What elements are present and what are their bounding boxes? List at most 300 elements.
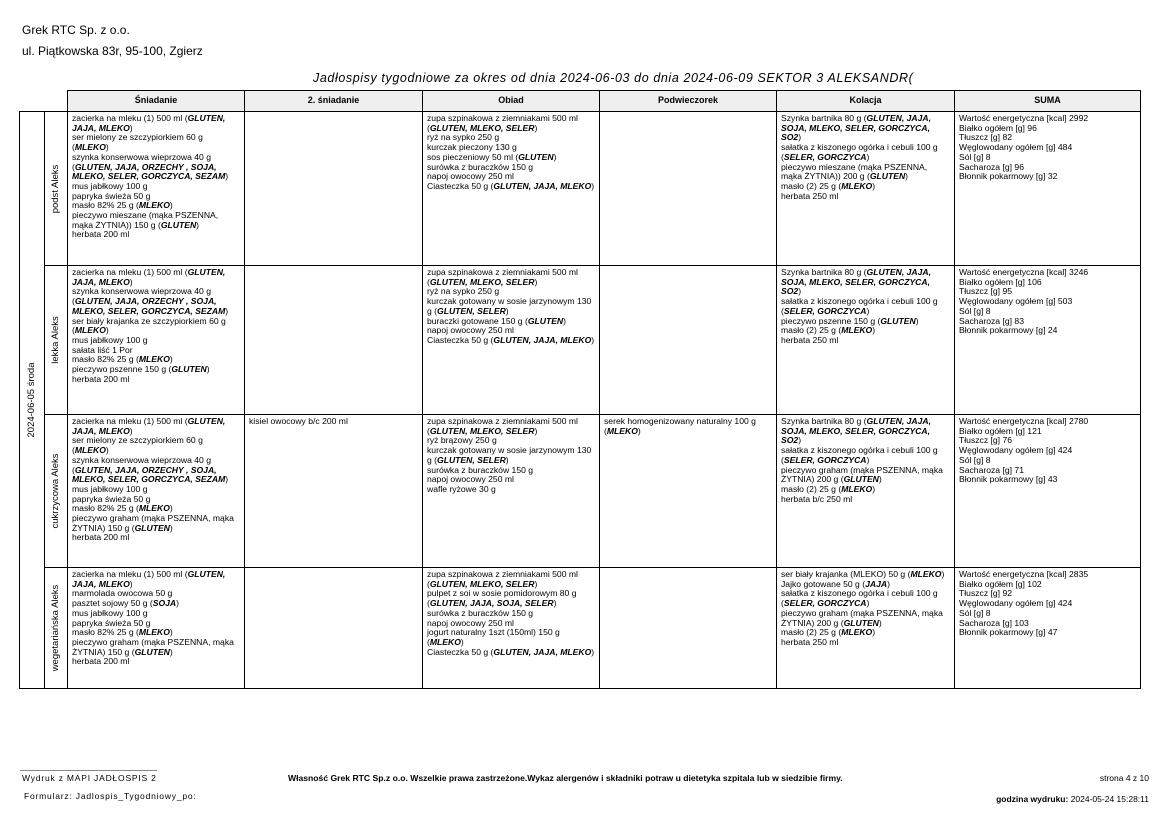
allergen-text: MLEKO	[138, 354, 170, 365]
meal-item-text: marmolada owocowa 50 g	[72, 588, 173, 599]
meal-item-text: napoj owocowy 250 ml	[427, 325, 514, 336]
meal-item-text: sałata liść 1 Por	[72, 344, 133, 355]
nutrition-line: Białko ogółem [g] 102	[959, 578, 1042, 589]
meal-item-text: pieczywo graham (mąka PSZENNA, mąka ŻYTNIA) 150 g (	[72, 513, 234, 533]
meal-item	[604, 417, 772, 436]
meal-cell-podwieczorek	[600, 266, 777, 415]
meal-item	[781, 417, 950, 446]
meal-item	[427, 570, 595, 589]
allergen-text: MLEKO	[841, 180, 873, 191]
meal-item-text: )	[872, 483, 876, 494]
meal-item-text: jogurt naturalny 1szt (150ml) 150 g (	[427, 627, 560, 647]
column-header-drugie-sniadanie: 2. śniadanie	[245, 91, 423, 112]
allergen-text: GLUTEN	[134, 522, 170, 533]
meal-item-text: )	[534, 122, 538, 133]
diet-name: podst Aleks	[50, 164, 62, 213]
meal-item-text: pieczywo mieszane (mąka PSZENNA, mąka ŻYTNIA)) 200 g (	[781, 161, 928, 182]
nutrition-line: Tłuszcz [g] 82	[959, 132, 1013, 143]
meal-item-text: )	[878, 617, 882, 628]
meal-item	[781, 638, 950, 648]
meal-item-text: masło 82% 25 g (	[72, 503, 139, 514]
meal-item	[427, 446, 595, 465]
meal-item	[781, 609, 950, 628]
meal-item	[427, 297, 595, 316]
meal-cell-sniadanie	[68, 266, 245, 415]
meal-item	[72, 417, 240, 436]
meal-item-text: ser biały krajanka (MLEKO) 50 g (	[781, 569, 911, 579]
meal-item-text: zacierka na mleku (1) 500 ml (	[72, 267, 188, 277]
meal-item-text: ryż brązowy 250 g	[427, 435, 497, 446]
nutrition-line: Sacharoza [g] 83	[959, 315, 1024, 326]
meal-item-text: masło (2) 25 g (	[781, 627, 842, 638]
meal-item-text: herbata 200 ml	[72, 656, 130, 667]
allergen-text: MLEKO	[74, 445, 106, 456]
diet-name-cell	[45, 112, 68, 266]
meal-item-text: Ciasteczka 50 g (	[427, 646, 494, 657]
nutrition-line: Białko ogółem [g] 121	[959, 425, 1042, 436]
meal-item-text: zupa szpinakowa z ziemniakami 500 ml (	[427, 569, 578, 589]
meal-item-text: masło (2) 25 g (	[781, 483, 842, 494]
meal-item-text: pieczywo pszenne 150 g (	[72, 364, 172, 375]
meal-item-text: )	[591, 646, 595, 657]
meal-item-text: kurczak pieczony 130 g	[427, 142, 517, 153]
meal-item-text: )	[534, 425, 538, 436]
meal-item-text: pieczywo graham (mąka PSZENNA, mąka ŻYTNIA) 150 g (	[72, 636, 234, 657]
meal-cell-kolacja	[777, 415, 955, 568]
meal-cell-podwieczorek	[600, 568, 777, 689]
allergen-text: GLUTEN, SELER	[437, 305, 506, 316]
meal-item-text: )	[915, 315, 919, 326]
meal-item-text: surówka z buraczków 150 g	[427, 607, 534, 618]
meal-item-text: )	[591, 334, 595, 345]
allergen-text: GLUTEN, MLEKO, SELER	[429, 122, 535, 133]
meal-item-text: herbata 200 ml	[72, 373, 130, 384]
nutrition-line: Wartość energetyczna [kcal] 2992	[959, 113, 1089, 123]
meal-item	[72, 153, 240, 182]
nutrition-line: Wartość energetyczna [kcal] 2780	[959, 416, 1089, 426]
meal-item-text: ser biały krajanka ze szczypiorkiem 60 g (	[72, 315, 226, 336]
nutrition-line: Węglowodany ogółem [g] 484	[959, 142, 1073, 153]
meal-item-text: )	[941, 569, 945, 579]
meal-item-text: masło (2) 25 g (	[781, 180, 842, 191]
meal-item-text: Szynka bartnika 80 g (	[781, 267, 867, 277]
meal-item-text: )	[534, 578, 538, 589]
meal-item-text: )	[534, 276, 538, 287]
allergen-text: GLUTEN	[880, 315, 916, 326]
meal-item-text: sos pieczeniowy 50 ml (	[427, 151, 519, 162]
meal-item-text: sałatka z kiszonego ogórka i cebuli 100 g (	[781, 296, 938, 316]
summary-cell	[955, 568, 1141, 689]
meal-item	[781, 143, 950, 162]
nutrition-line: Węglowodany ogółem [g] 424	[959, 598, 1073, 609]
print-time-value: 2024-05-24 15:28:11	[1070, 794, 1149, 804]
allergen-text: MLEKO	[429, 636, 461, 647]
meal-item-text: ryż na sypko 250 g	[427, 286, 500, 297]
meal-item-text: zupa szpinakowa z ziemniakami 500 ml (	[427, 267, 578, 287]
allergen-text: GLUTEN, JAJA, SOJA, SELER	[429, 598, 554, 609]
allergen-text: SELER, GORCZYCA	[783, 454, 867, 465]
nutrition-line: Sól [g] 8	[959, 607, 991, 618]
meal-item-text: Szynka bartnika 80 g (	[781, 416, 867, 426]
meal-item-text: wafle ryżowe 30 g	[427, 483, 496, 494]
meal-item	[72, 657, 240, 667]
company-name: Grek RTC Sp. z o.o.	[22, 23, 130, 37]
nutrition-line: Wartość energetyczna [kcal] 2835	[959, 569, 1089, 579]
meal-item-text: buraczki gotowane 150 g (	[427, 315, 528, 326]
meal-item	[781, 268, 950, 297]
footer-divider	[20, 770, 157, 771]
meal-item-text: )	[169, 354, 173, 365]
meal-item-text: surówka z buraczków 150 g	[427, 161, 534, 172]
meal-item-text: zupa szpinakowa z ziemniakami 500 ml (	[427, 113, 578, 133]
meal-item	[72, 317, 240, 336]
column-header-kolacja: Kolacja	[777, 91, 955, 112]
meal-item	[72, 514, 240, 533]
meal-item-text: )	[872, 325, 876, 336]
meal-item-text: surówka z buraczków 150 g	[427, 464, 534, 475]
nutrition-line: Błonnik pokarmowy [g] 24	[959, 325, 1058, 336]
menu-table	[19, 90, 1141, 689]
form-name-label: Formularz: Jadlospis_Tygodniowy_po:	[24, 791, 197, 801]
meal-item-text: )	[225, 171, 229, 182]
meal-item	[72, 456, 240, 485]
meal-item-text: mus jabłkowy 100 g	[72, 483, 148, 494]
allergen-text: GLUTEN, JAJA, ORZECHY , SOJA, MLEKO, SELER, GORCZYCA, SEZAM	[72, 161, 226, 182]
nutrition-line: Sacharoza [g] 96	[959, 161, 1024, 172]
print-time-label: godzina wydruku:	[996, 794, 1069, 804]
meal-item-text: ser mielony ze szczypiorkiem 60 g (	[72, 435, 203, 456]
meal-item-text: )	[169, 522, 173, 533]
meal-item-text: zacierka na mleku (1) 500 ml (	[72, 569, 188, 579]
allergen-text: GLUTEN, JAJA, SOJA, MLEKO, SELER, GORCZYCA, SO2	[781, 416, 931, 446]
meal-item-text: sałatka z kiszonego ogórka i cebuli 100 g (	[781, 445, 938, 465]
meal-item	[249, 417, 418, 427]
nutrition-line: Węglowodany ogółem [g] 424	[959, 445, 1073, 456]
allergen-text: GLUTEN, JAJA, MLEKO	[493, 334, 592, 345]
meal-item-text: )	[905, 171, 909, 182]
meal-item-text: napoj owocowy 250 ml	[427, 617, 514, 628]
nutrition-line: Sól [g] 8	[959, 454, 991, 465]
meal-item-text: )	[872, 627, 876, 638]
print-source-label: Wydruk z MAPI JADŁOSPIS 2	[22, 773, 157, 783]
print-timestamp	[996, 794, 1149, 804]
meal-cell-drugie-sniadanie	[245, 266, 423, 415]
meal-item-text: )	[105, 445, 109, 456]
meal-cell-obiad	[423, 266, 600, 415]
meal-item-text: )	[866, 305, 870, 316]
allergen-text: MLEKO	[910, 569, 942, 579]
meal-cell-drugie-sniadanie	[245, 112, 423, 266]
allergen-text: GLUTEN	[843, 617, 879, 628]
meal-item-text: )	[866, 454, 870, 465]
meal-item-text: szynka konserwowa wieprzowa 40 g (	[72, 454, 211, 475]
header-row	[20, 91, 1141, 112]
meal-item	[781, 495, 950, 505]
column-header-obiad: Obiad	[423, 91, 600, 112]
diet-row	[20, 266, 1141, 415]
meal-item-text: pasztet sojowy 50 g (	[72, 598, 153, 609]
nutrition-line: Białko ogółem [g] 96	[959, 122, 1037, 133]
meal-item-text: zacierka na mleku (1) 500 ml (	[72, 113, 188, 123]
meal-item-text: mus jabłkowy 100 g	[72, 607, 148, 618]
allergen-text: JAJA	[865, 578, 888, 589]
meal-item	[72, 436, 240, 455]
meal-item-text: sałatka z kiszonego ogórka i cebuli 100 g (	[781, 142, 938, 162]
meal-item-text: ryż na sypko 250 g	[427, 132, 500, 143]
allergen-text: MLEKO	[138, 503, 170, 514]
meal-item-text: mus jabłkowy 100 g	[72, 334, 148, 345]
nutrition-line: Tłuszcz [g] 76	[959, 435, 1013, 446]
summary-cell	[955, 112, 1141, 266]
allergen-text: MLEKO	[841, 627, 873, 638]
meal-item	[427, 589, 595, 608]
allergen-text: SELER, GORCZYCA	[783, 305, 867, 316]
allergen-text: MLEKO	[841, 483, 873, 494]
meal-item-text: )	[129, 276, 133, 287]
summary-cell	[955, 266, 1141, 415]
meal-item-text: )	[505, 454, 509, 465]
meal-item	[781, 192, 950, 202]
meal-cell-drugie-sniadanie	[245, 415, 423, 568]
allergen-text: GLUTEN	[843, 474, 879, 485]
allergen-text: GLUTEN, JAJA, MLEKO	[493, 180, 592, 191]
meal-item-text: )	[878, 474, 882, 485]
allergen-text: MLEKO	[138, 627, 170, 638]
day-cell	[20, 112, 45, 689]
meal-item-text: szynka konserwowa wieprzowa 40 g (	[72, 151, 211, 172]
diet-row	[20, 415, 1141, 568]
meal-item	[427, 628, 595, 647]
summary-cell	[955, 415, 1141, 568]
meal-cell-podwieczorek	[600, 415, 777, 568]
meal-item-text: )	[169, 627, 173, 638]
meal-item-text: napoj owocowy 250 ml	[427, 474, 514, 485]
meal-item-text: papryka świeża 50 g	[72, 617, 151, 628]
allergen-text: GLUTEN, JAJA, ORZECHY , SOJA, MLEKO, SELER, GORCZYCA, SEZAM	[72, 464, 226, 485]
meal-item-text: Ciasteczka 50 g (	[427, 334, 494, 345]
nutrition-line: Błonnik pokarmowy [g] 32	[959, 171, 1058, 182]
diet-name: cukrzycowa Aleks	[50, 453, 62, 529]
meal-item-text: )	[866, 151, 870, 162]
meal-item-text: zupa szpinakowa z ziemniakami 500 ml (	[427, 416, 578, 436]
allergen-text: GLUTEN, JAJA, SOJA, MLEKO, SELER, GORCZYCA, SO2	[781, 113, 931, 143]
diet-name-cell	[45, 415, 68, 568]
meal-cell-obiad	[423, 112, 600, 266]
meal-item	[72, 133, 240, 152]
nutrition-line: Białko ogółem [g] 106	[959, 276, 1042, 287]
meal-item-text: Jajko gotowane 50 g (	[781, 578, 866, 589]
diet-row	[20, 568, 1141, 689]
meal-item-text: papryka świeża 50 g	[72, 493, 151, 504]
meal-item-text: )	[129, 578, 133, 589]
meal-item-text: masło 82% 25 g (	[72, 200, 139, 211]
meal-item-text: herbata b/c 250 ml	[781, 493, 853, 504]
nutrition-line: Błonnik pokarmowy [g] 43	[959, 474, 1058, 485]
allergen-text: GLUTEN	[134, 646, 170, 657]
meal-cell-kolacja	[777, 266, 955, 415]
meal-item-text: )	[553, 151, 557, 162]
meal-item	[781, 589, 950, 608]
meal-item	[72, 114, 240, 133]
meal-item-text: )	[206, 364, 210, 375]
allergen-text: SELER, GORCZYCA	[783, 151, 867, 162]
meal-cell-drugie-sniadanie	[245, 568, 423, 689]
meal-cell-podwieczorek	[600, 112, 777, 266]
allergen-text: GLUTEN	[160, 219, 197, 230]
allergen-text: GLUTEN, SELER	[437, 454, 506, 465]
meal-item-text: herbata 250 ml	[781, 636, 839, 647]
meal-cell-sniadanie	[68, 568, 245, 689]
meal-item	[427, 336, 595, 346]
allergen-text: GLUTEN	[527, 315, 564, 326]
meal-item-text: ser mielony ze szczypiorkiem 60 g (	[72, 132, 203, 153]
allergen-text: GLUTEN, MLEKO, SELER	[429, 276, 535, 287]
meal-item-text: pieczywo graham (mąka PSZENNA, mąka ŻYTNIA) 200 g (	[781, 607, 943, 628]
diet-name-cell	[45, 568, 68, 689]
allergen-text: GLUTEN, JAJA, SOJA, MLEKO, SELER, GORCZYCA, SO2	[781, 267, 931, 297]
meal-item-text: )	[169, 646, 173, 657]
diet-name: lekka Aleks	[50, 316, 62, 364]
meal-cell-kolacja	[777, 112, 955, 266]
page-number: strona 4 z 10	[1099, 773, 1149, 783]
meal-item-text: )	[196, 219, 200, 230]
allergen-text: GLUTEN, JAJA, MLEKO	[72, 113, 226, 133]
meal-item	[427, 485, 595, 495]
meal-item	[72, 268, 240, 287]
allergen-text: GLUTEN	[869, 171, 906, 182]
meal-item-text: masło 82% 25 g (	[72, 354, 139, 365]
diet-name: wegetariańska Aleks	[50, 584, 62, 672]
meal-item-text: )	[591, 180, 595, 191]
meal-item-text: )	[637, 425, 641, 436]
meal-cell-obiad	[423, 568, 600, 689]
meal-item	[427, 648, 595, 658]
meal-item-text: )	[105, 142, 109, 153]
meal-item-text: )	[798, 286, 802, 297]
allergen-text: GLUTEN, JAJA, ORZECHY , SOJA, MLEKO, SELER, GORCZYCA, SEZAM	[72, 296, 226, 316]
allergen-text: GLUTEN, MLEKO, SELER	[429, 578, 535, 589]
meal-item	[72, 375, 240, 385]
meal-item-text: kurczak gotowany w sosie jarzynowym 130 g (	[427, 445, 592, 465]
meal-item	[781, 297, 950, 316]
allergen-text: SOJA	[152, 598, 177, 609]
allergen-text: GLUTEN, JAJA, MLEKO	[72, 416, 226, 436]
meal-item	[781, 446, 950, 465]
meal-item	[72, 570, 240, 589]
meal-item-text: )	[169, 503, 173, 514]
meal-item	[427, 114, 595, 133]
meal-cell-sniadanie	[68, 112, 245, 266]
nutrition-line: Sacharoza [g] 103	[959, 617, 1029, 628]
meal-item	[427, 182, 595, 192]
allergen-text: MLEKO	[841, 325, 873, 336]
nutrition-line: Węglowodany ogółem [g] 503	[959, 296, 1073, 307]
meal-item-text: )	[866, 598, 870, 609]
meal-item-text: )	[169, 200, 173, 211]
column-header-podwieczorek: Podwieczorek	[600, 91, 777, 112]
allergen-text: MLEKO	[74, 142, 106, 153]
ownership-notice: Własność Grek RTC Sp.z o.o. Wszelkie prawa zastrzeżone.Wykaz alergenów i składniki potraw u dietetyka szpitala lub w siedzibie firmy.	[288, 773, 843, 783]
meal-item-text: papryka świeża 50 g	[72, 190, 151, 201]
meal-item	[72, 211, 240, 230]
column-header-sniadanie: Śniadanie	[68, 91, 245, 112]
allergen-text: GLUTEN, JAJA, MLEKO	[72, 569, 226, 589]
meal-item	[72, 533, 240, 543]
meal-item-text: )	[225, 305, 229, 316]
meal-item-text: pieczywo graham (mąka PSZENNA, mąka ŻYTNIA) 200 g (	[781, 464, 943, 485]
nutrition-line: Wartość energetyczna [kcal] 3246	[959, 267, 1089, 277]
meal-item-text: pieczywo mieszane (mąka PSZENNA, mąka ŻYTNIA)) 150 g (	[72, 210, 219, 230]
meal-item-text: )	[129, 425, 133, 436]
meal-item-text: )	[225, 474, 229, 485]
meal-item-text: )	[563, 315, 567, 326]
day-label: 2024-06-05 środa	[26, 362, 38, 438]
meal-item-text: herbata 250 ml	[781, 334, 839, 345]
meal-item-text: zacierka na mleku (1) 500 ml (	[72, 416, 188, 426]
meal-item-text: Szynka bartnika 80 g (	[781, 113, 867, 123]
meal-item	[781, 336, 950, 346]
meal-item-text: )	[176, 598, 180, 609]
meal-item-text: herbata 200 ml	[72, 532, 130, 543]
allergen-text: MLEKO	[606, 425, 638, 436]
meal-item-text: )	[798, 132, 802, 143]
meal-item-text: herbata 250 ml	[781, 190, 839, 201]
meal-item-text: szynka konserwowa wieprzowa 40 g (	[72, 286, 211, 307]
corner-cell	[45, 91, 68, 112]
allergen-text: MLEKO	[138, 200, 170, 211]
meal-item-text: kisiel owocowy b/c 200 ml	[249, 416, 348, 426]
meal-item-text: )	[872, 180, 876, 191]
nutrition-line: Błonnik pokarmowy [g] 47	[959, 627, 1058, 638]
meal-item-text: )	[129, 122, 133, 133]
meal-item-text: Ciasteczka 50 g (	[427, 180, 494, 191]
meal-item-text: pieczywo pszenne 150 g (	[781, 315, 881, 326]
meal-cell-obiad	[423, 415, 600, 568]
meal-item-text: )	[553, 598, 557, 609]
allergen-text: GLUTEN, MLEKO, SELER	[429, 425, 535, 436]
meal-item	[781, 163, 950, 182]
meal-item-text: )	[887, 578, 890, 589]
meal-item-text: )	[505, 305, 509, 316]
meal-item-text: kurczak gotowany w sosie jarzynowym 130 g (	[427, 296, 592, 316]
column-header-suma: SUMA	[955, 91, 1141, 112]
nutrition-line: Sól [g] 8	[959, 151, 991, 162]
meal-item-text: serek homogenizowany naturalny 100 g (	[604, 416, 756, 436]
diet-name-cell	[45, 266, 68, 415]
nutrition-line: Sól [g] 8	[959, 305, 991, 316]
allergen-text: GLUTEN, JAJA, MLEKO	[72, 267, 226, 287]
meal-item-text: sałatka z kiszonego ogórka i cebuli 100 g (	[781, 588, 938, 609]
meal-item-text: )	[798, 435, 802, 446]
nutrition-line: Sacharoza [g] 71	[959, 464, 1024, 475]
meal-cell-sniadanie	[68, 415, 245, 568]
meal-item-text: masło 82% 25 g (	[72, 627, 139, 638]
meal-item	[427, 268, 595, 287]
nutrition-line: Tłuszcz [g] 92	[959, 588, 1013, 599]
meal-item	[427, 417, 595, 436]
meal-item	[72, 287, 240, 316]
meal-item-text: masło (2) 25 g (	[781, 325, 842, 336]
meal-item-text: pulpet z soi w sosie pomidorowym 80 g (	[427, 588, 577, 609]
allergen-text: SELER, GORCZYCA	[783, 598, 867, 609]
meal-item	[72, 230, 240, 240]
meal-item-text: )	[460, 636, 464, 647]
meal-item-text: napoj owocowy 250 ml	[427, 171, 514, 182]
document-title: Jadłospisy tygodniowe za okres od dnia 2024-06-03 do dnia 2024-06-09 SEKTOR 3 ALEKSANDR(	[313, 71, 914, 85]
allergen-text: MLEKO	[74, 325, 106, 336]
allergen-text: GLUTEN, JAJA, MLEKO	[493, 646, 592, 657]
allergen-text: GLUTEN	[518, 151, 554, 162]
